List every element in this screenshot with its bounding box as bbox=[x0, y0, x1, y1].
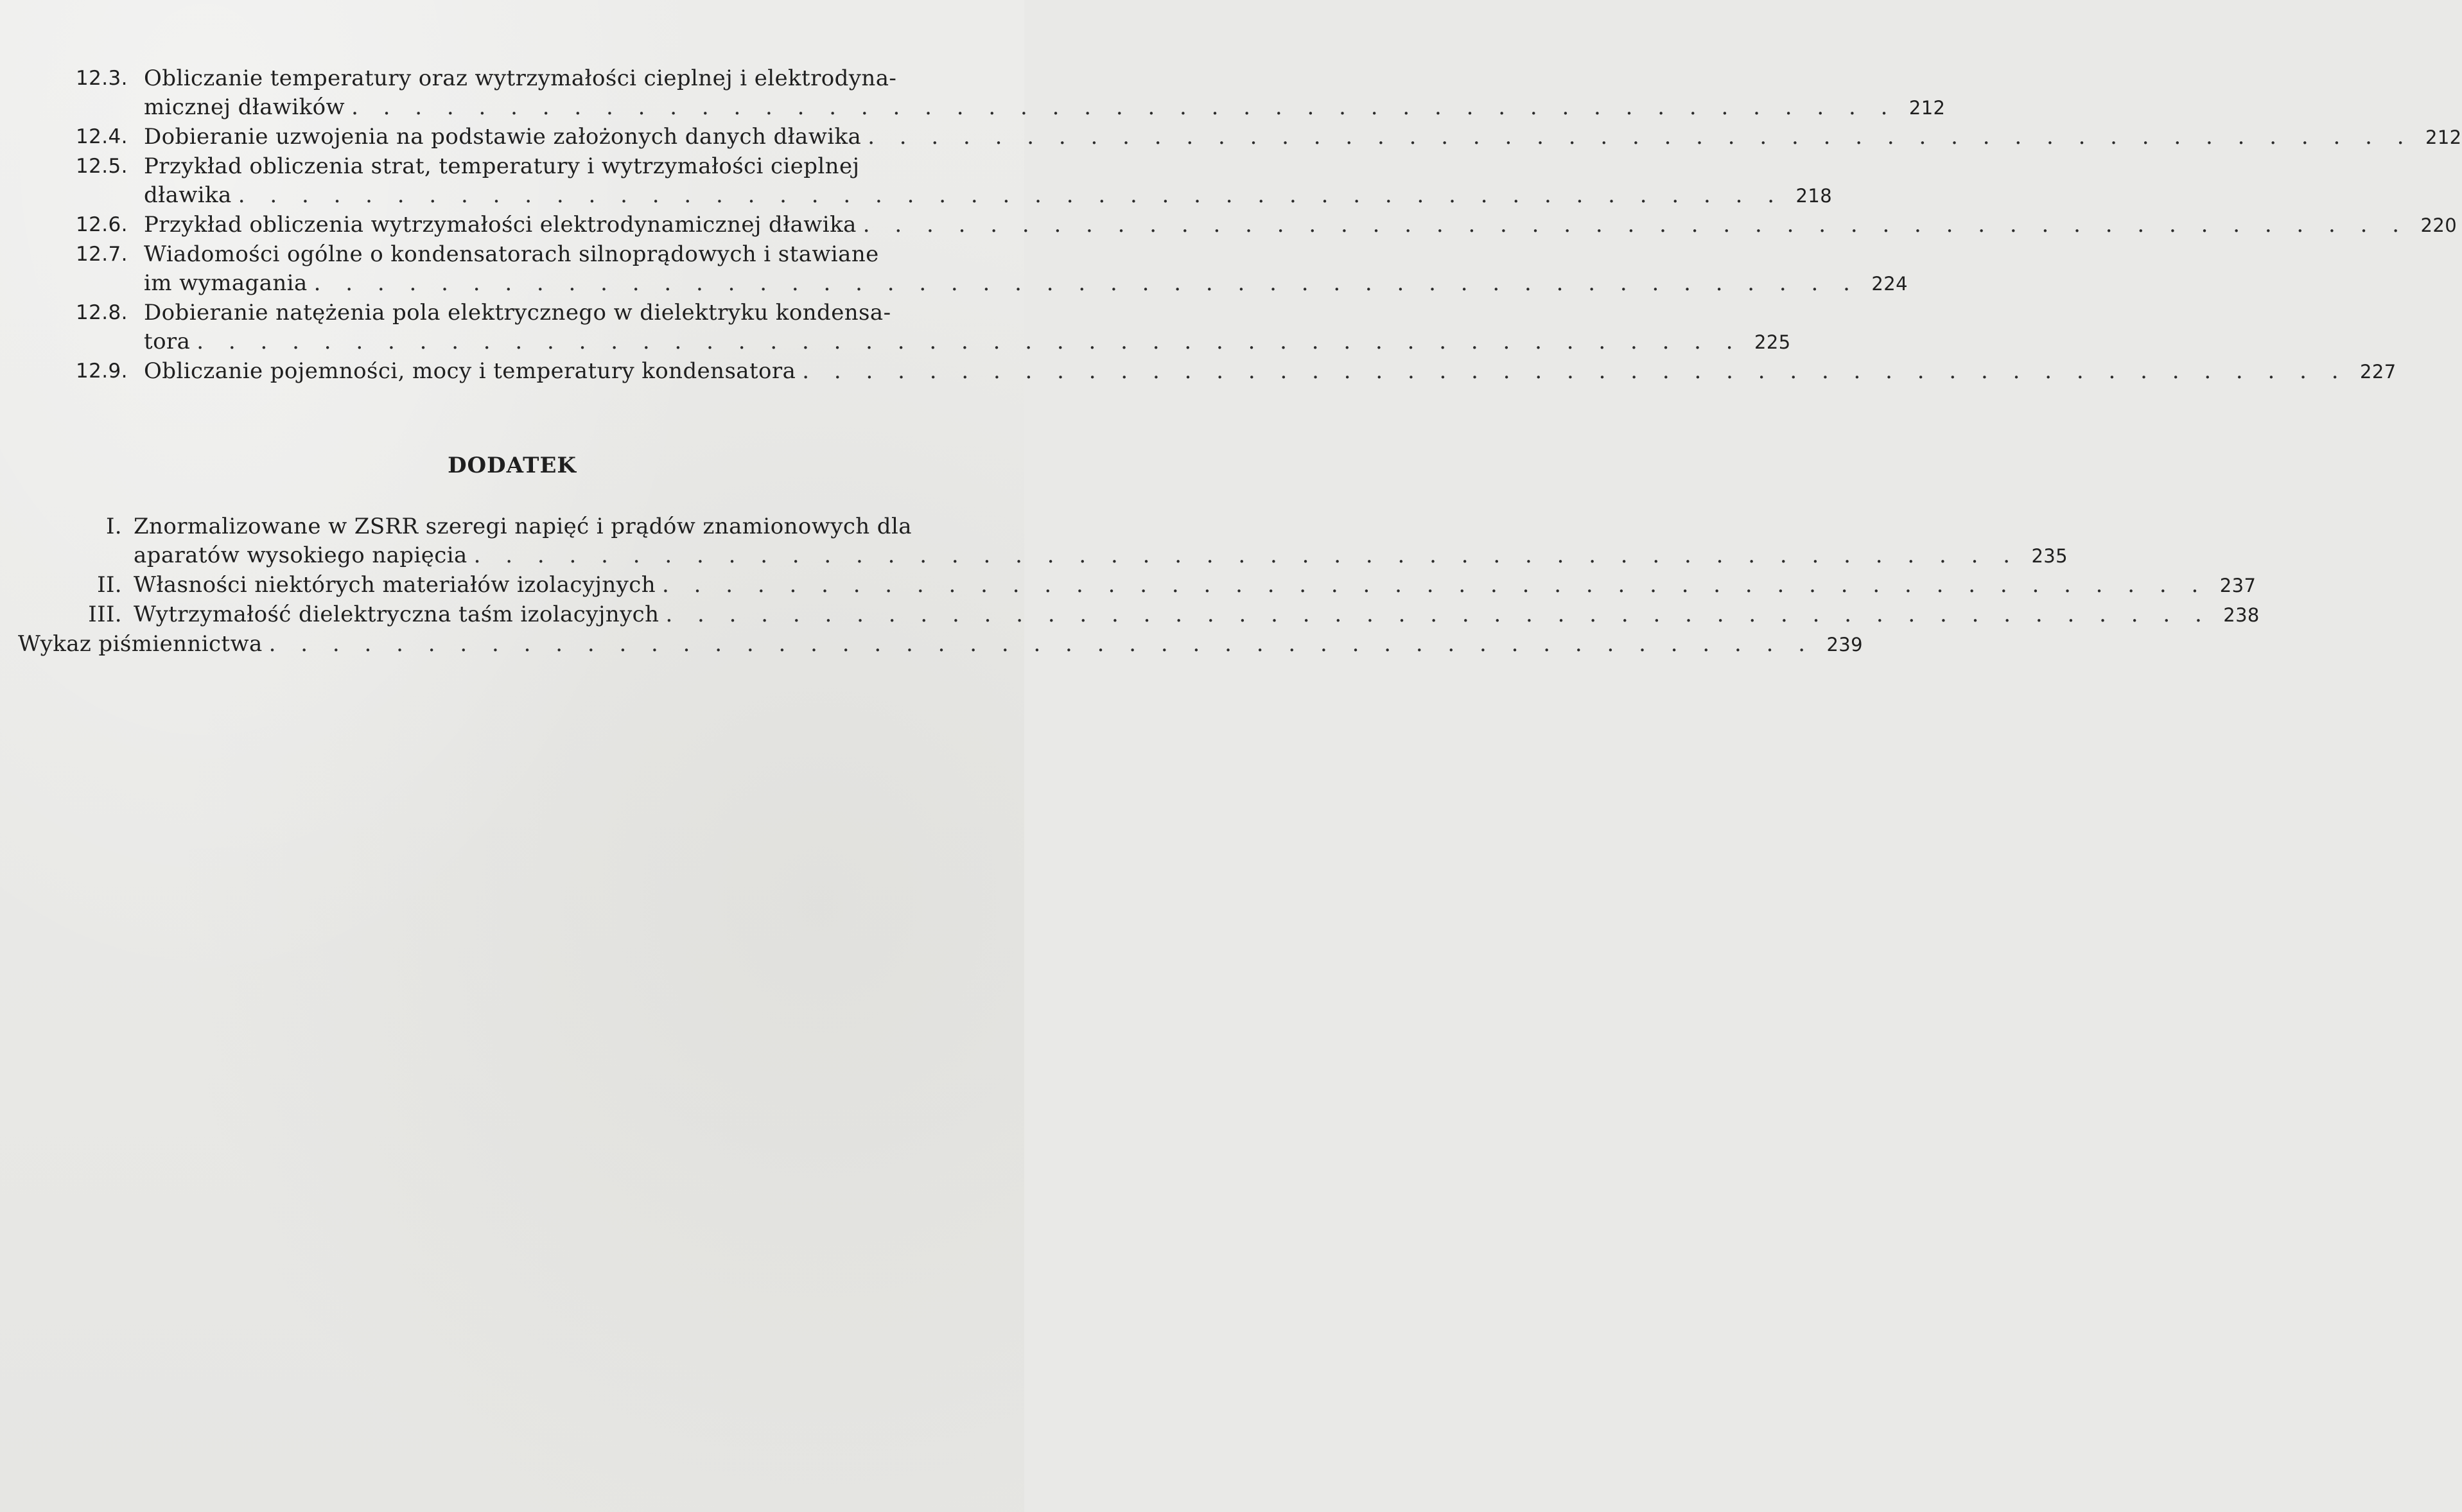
entry-title-line: Wytrzymałość dielektryczna taśm izolacyjnych bbox=[134, 602, 659, 627]
bibliography-entry[interactable] bbox=[18, 630, 1864, 659]
section-number: 12.3. bbox=[76, 67, 128, 90]
toc-entry-12-5[interactable] bbox=[76, 152, 1833, 211]
entry-title-line: Wiadomości ogólne o kondensatorach silnoprądowych i stawiane bbox=[144, 241, 879, 267]
page-number: 212 bbox=[1908, 97, 1946, 119]
dot-leader: . . . . . . . . . . . . . . . . . . . . . . . . . . . . . . . . . . . . . . . . . . . . . . . . . bbox=[196, 329, 1742, 354]
toc-entry-12-8[interactable] bbox=[76, 299, 1791, 357]
entry-title-line: Przykład obliczenia wytrzymałości elektrodynamicznej dławika bbox=[144, 212, 857, 238]
page-number: 218 bbox=[1795, 185, 1833, 207]
section-number: 12.9. bbox=[76, 360, 128, 383]
entry-title-line: Przykład obliczenia strat, temperatury i wytrzymałości cieplnej bbox=[144, 153, 860, 179]
bibliography-label: Wykaz piśmiennictwa bbox=[18, 631, 263, 657]
dot-leader: . . . . . . . . . . . . . . . . . . . . . . . . . . . . . . . . . . . . . . . . . . . . . . . . . bbox=[868, 124, 2413, 150]
entry-title-line: Znormalizowane w ZSRR szeregi napięć i prądów znamionowych dla bbox=[134, 514, 912, 539]
entry-title-line: Dobieranie uzwojenia na podstawie założonych danych dławika bbox=[144, 124, 862, 150]
page-number: 224 bbox=[1871, 273, 1908, 295]
page-number: 238 bbox=[2223, 604, 2260, 626]
dot-leader: . . . . . . . . . . . . . . . . . . . . . . . . . . . . . . . . . . . . . . . . . . . . . . . . . bbox=[351, 94, 1897, 120]
section-number: 12.5. bbox=[76, 155, 128, 178]
dot-leader: . . . . . . . . . . . . . . . . . . . . . . . . . . . . . . . . . . . . . . . . . . . . . . . . . bbox=[802, 358, 2348, 384]
appendix-contents bbox=[18, 512, 2260, 659]
appendix-entry-i[interactable] bbox=[76, 512, 2068, 571]
entry-title-line: Własności niektórych materiałów izolacyjnych bbox=[134, 572, 656, 598]
toc-entry-12-4[interactable] bbox=[76, 123, 2462, 152]
section-number: 12.7. bbox=[76, 243, 128, 266]
entry-title-line: micznej dławików bbox=[144, 94, 345, 120]
toc-entry-12-9[interactable] bbox=[76, 357, 2397, 387]
page-number: 225 bbox=[1754, 331, 1791, 353]
appendix-number: III. bbox=[88, 602, 122, 627]
dot-leader: . . . . . . . . . . . . . . . . . . . . . . . . . . . . . . . . . . . . . . . . . . . . . . . . . bbox=[268, 631, 1815, 657]
section-number: 12.6. bbox=[76, 213, 128, 236]
entry-title-line: Obliczanie pojemności, mocy i temperatury kondensatora bbox=[144, 358, 796, 384]
dot-leader: . . . . . . . . . . . . . . . . . . . . . . . . . . . . . . . . . . . . . . . . . . . . . . . . . bbox=[473, 543, 2019, 568]
entry-title-line: Obliczanie temperatury oraz wytrzymałości cieplnej i elektrodyna- bbox=[144, 65, 897, 91]
entry-title-line: tora bbox=[144, 329, 191, 354]
section-number: 12.8. bbox=[76, 301, 128, 324]
entry-title-line: im wymagania bbox=[144, 270, 308, 296]
page-number: 212 bbox=[2425, 126, 2462, 148]
page-number: 237 bbox=[2219, 575, 2257, 596]
appendix-number: I. bbox=[105, 514, 122, 539]
toc-entry-12-6[interactable] bbox=[76, 211, 2458, 240]
dot-leader: . . . . . . . . . . . . . . . . . . . . . . . . . . . . . . . . . . . . . . . . . . . . . . . . . bbox=[238, 182, 1784, 208]
entry-title-line: aparatów wysokiego napięcia bbox=[134, 543, 467, 568]
dot-leader: . . . . . . . . . . . . . . . . . . . . . . . . . . . . . . . . . . . . . . . . . . . . . . . . . bbox=[313, 270, 1859, 296]
appendix-number: II. bbox=[97, 572, 122, 598]
page-number: 227 bbox=[2360, 361, 2397, 383]
page-number: 239 bbox=[1826, 634, 1864, 656]
toc-entry-12-7[interactable] bbox=[76, 240, 1908, 299]
dot-leader: . . . . . . . . . . . . . . . . . . . . . . . . . . . . . . . . . . . . . . . . . . . . . . . . . bbox=[665, 602, 2211, 627]
entry-title-line: Dobieranie natężenia pola elektrycznego w dielektryku kondensa- bbox=[144, 300, 891, 326]
appendix-heading: DODATEK bbox=[448, 453, 577, 478]
page-number: 235 bbox=[2031, 545, 2068, 567]
table-of-contents bbox=[76, 64, 2462, 387]
page-number: 220 bbox=[2420, 214, 2458, 236]
appendix-entry-iii[interactable] bbox=[76, 600, 2260, 630]
entry-title-line: dławika bbox=[144, 182, 232, 208]
dot-leader: . . . . . . . . . . . . . . . . . . . . . . . . . . . . . . . . . . . . . . . . . . . . . . . . . bbox=[662, 572, 2208, 598]
section-number: 12.4. bbox=[76, 125, 128, 148]
dot-leader: . . . . . . . . . . . . . . . . . . . . . . . . . . . . . . . . . . . . . . . . . . . . . . . . . bbox=[862, 212, 2409, 238]
toc-entry-12-3[interactable] bbox=[76, 64, 1946, 123]
appendix-entry-ii[interactable] bbox=[76, 571, 2257, 600]
